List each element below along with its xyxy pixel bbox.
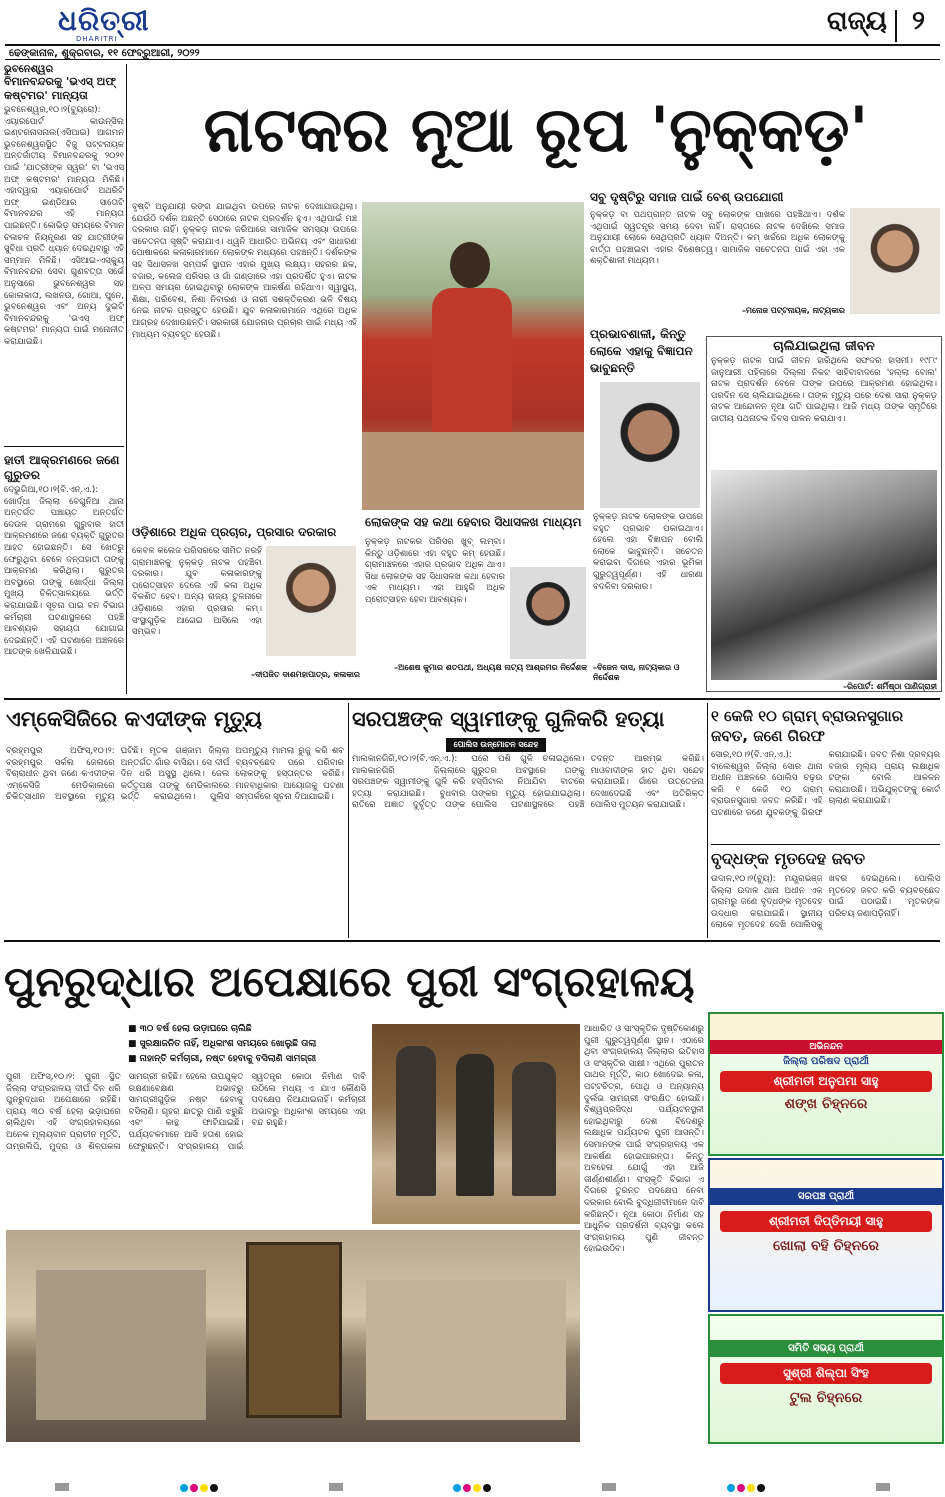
sub5-body: ନୁକ୍କଡ଼ ନାଟକ ପାଇଁ ଜୀବନ ହାରିଥିଲେ ସଫଦର ହାସମୀ। ୧୯୮୯ ଜାନୁଆରୀ ପହିଲାରେ ଦିଲ୍ଲୀ ନିକଟ ସାହିବାବାଦରେ 'ହଲ୍ଲା ବୋଲ' ନାଟକ ପ୍ରଦର୍ଶନ ବେଳେ ତାଙ୍କ ଉପରେ ଆକ୍ରମଣ ହୋଇଥିଲା। ପରଦିନ ସେ ଚାଲିଯାଇଥିଲେ। ତାଙ୍କ ମୃତ୍ୟୁ ପରେ ଦେଶ ସାରା ନୁକ୍କଡ଼ ନାଟକ ଆନ୍ଦୋଳନ ନୂଆ ଗତି ପାଇଥିଲା। ଆଜି ମଧ୍ୟ ତାଙ୍କ ସ୍ମୃତିରେ ଜାତୀୟ ପଥନାଟକ ଦିବସ ପାଳନ କରାଯାଏ। <box>711 356 937 424</box>
display-cabinet <box>246 1242 342 1418</box>
manoj-portrait <box>850 208 940 314</box>
museum-body-left: ପୁରୀ ଅଫିସ୍,୧୦।୨: ପୁରୀ ସ୍ଥିତ ଜିଲ୍ଲା ସଂଗ୍ରହାଳୟ ଦୀର୍ଘ ଦିନ ଧରି ପୁନରୁଦ୍ଧାର ଅପେକ୍ଷାରେ ରହିଛି। ପ୍ରାୟ ୩୦ ବର୍ଷ ହେଲା ଭଡ଼ାଘରେ ଚାଲିଥିବା ଏହି ସଂଗ୍ରହାଳୟରେ ଅନେକ ମୂଲ୍ୟବାନ ପ୍ରାଚୀନ ମୂର୍ତ୍ତି, ତାମ୍ରଲିପି, ମୁଦ୍ରା ଓ ଶିଳ୍ପକଳା ସାମଗ୍ରୀ ରହିଛି। ହେଲେ ଉପଯୁକ୍ତ ରକ୍ଷଣାବେକ୍ଷଣ ଅଭାବରୁ ସାମଗ୍ରୀଗୁଡ଼ିକ ନଷ୍ଟ ହେବାକୁ ବସିଲାଣି। ଗୃହର ଛାତରୁ ପାଣି ଝରୁଛି ଏବଂ କାନ୍ଥ ଫାଟିଯାଇଛି। ପର୍ଯ୍ୟଟକମାନେ ଆସି ହତାଶ ହୋଇ ଫେରୁଛନ୍ତି। ସଂଗ୍ରହାଳୟ ପାଇଁ ସ୍ୱତନ୍ତ୍ର କୋଠା ନିର୍ମାଣ ଦାବି ଉଠିଲେ ମଧ୍ୟ ଏ ଯାଏ କୌଣସି ପଦକ୍ଷେପ ନିଆଯାଇନାହିଁ। କର୍ମଚାରୀ ଅଭାବରୁ ଅଧିକାଂଶ ସମୟରେ ଏହା ବନ୍ଦ ରହୁଛି। <box>6 1072 366 1152</box>
story2-body: ଦେଭୁଗିଆ,୧୦।୨(ବି.ଏନ୍.ଏ.): ଖୋର୍ଦ୍ଧା ଜିଲ୍ଲା ବେଗୁନିଆ ଥାନା ଅନ୍ତର୍ଗତ ପଞ୍ଚାୟତ ଅନ୍ତର୍ଗତ ଦେଉଳ ଗ୍ରାମରେ ଗୁରୁବାର ହାତୀ ଆକ୍ରମଣରେ ଜଣେ ବ୍ୟକ୍ତି ଗୁରୁତର ଆହତ ହୋଇଛନ୍ତି। ସେ ଖେତରୁ ଫେରୁଥିବା ବେଳେ ଦନ୍ତାହାତୀ ତାଙ୍କୁ ଆକ୍ରମଣ କରିଥିଲା। ଗୁରୁତର ଅବସ୍ଥାରେ ତାଙ୍କୁ ଖୋର୍ଦ୍ଧା ଜିଲ୍ଲା ମୁଖ୍ୟ ଚିକିତ୍ସାଳୟରେ ଭର୍ତ୍ତି କରାଯାଇଛି। ସୂଚନା ପାଇ ବନ ବିଭାଗ କର୍ମଚାରୀ ଘଟଣାସ୍ଥଳରେ ପହଞ୍ଚି ଆବଶ୍ୟକ ସହାୟତା ଯୋଗାଇ ଦେଇଛନ୍ତି। ଏହି ଘଟଣାରେ ଅଞ୍ଚଳରେ ଆତଙ୍କ ଖେଳିଯାଇଛି। <box>4 485 124 658</box>
nukkad-performer-photo <box>362 202 584 510</box>
header-divider <box>895 10 897 42</box>
page-number: ୨ <box>912 6 925 36</box>
lead-body: ବୃଷ୍ଟି ଅନୁଯାୟୀ ରଙ୍ଗ ଯାଇଥିବା ଉପରେ ନାଟକ ଦେଖାଯାଉଥିଲା। ଯେଉଁଠି ଦର୍ଶକ ଅଛନ୍ତି ସେଠାରେ ନାଟକ ପ୍ରଦର୍ଶନ ହୁଏ। ଏଥିପାଇଁ ମଞ୍ଚ ଦରକାର ନାହିଁ। ନୁକ୍କଡ଼ ନାଟକ ଜରିଆରେ ସାମାଜିକ ସମସ୍ୟା ଉପରେ ସଚେତନତା ସୃଷ୍ଟି କରାଯାଏ। ଧ୍ୱନି ଆଧାରିତ ଅଭିନୟ ଏବଂ ସାଧାରଣ ପୋଷାକରେ କଳାକାରମାନେ ଲୋକଙ୍କ ମଧ୍ୟରେ ପହଞ୍ଚନ୍ତି। ଦର୍ଶକଙ୍କ ସହ ସିଧାସଳଖ ସମ୍ପର୍କ ସ୍ଥାପନ ଏହାର ମୁଖ୍ୟ ଲକ୍ଷ୍ୟ। ସହରର ଛକ, ବଜାର, କଲେଜ ପରିସର ଓ ଗାଁ ଗଣ୍ଡାରେ ଏହା ପ୍ରଦର୍ଶିତ ହୁଏ। ନାଟକ ଅଳ୍ପ ସମୟର ହୋଇଥିବାରୁ ଲୋକଙ୍କ ଆକର୍ଷଣ ରହିଥାଏ। ସ୍ୱାସ୍ଥ୍ୟ, ଶିକ୍ଷା, ପରିବେଶ, ନିଶା ନିବାରଣ ଓ ନାରୀ ସଶକ୍ତିକରଣ ଭଳି ବିଷୟ ନେଇ ନାଟକ ପ୍ରସ୍ତୁତ ହେଉଛି। ଯୁବ କଳାକାରମାନେ ଏଥିରେ ଅଧିକ ଆଗ୍ରହ ଦେଖାଉଛନ୍ତି। ସରକାରୀ ଯୋଜନାର ପ୍ରଚାର ପାଇଁ ମଧ୍ୟ ଏହି ମାଧ୍ୟମ ବ୍ୟବହୃତ ହେଉଛି। <box>132 202 357 340</box>
row2-s4-body: ଉଦାଳ,୧୦।୨(ବ୍ୟୁ): ମୟୂରଭଞ୍ଜ ଜିଲ୍ଲା ଉଦାଳ ଥାନା ଅଧୀନ ଏକ ଗ୍ରାମରୁ ଜଣେ ବୃଦ୍ଧଙ୍କ ମୃତଦେହ ଉଦ୍ଧାର କରାଯାଇଛି। ସ୍ଥାନୀୟ ଲୋକେ ମୃତଦେହ ଦେଖି ପୋଲିସକୁ ଖବର ଦେଇଥିଲେ। ପୋଲିସ ମୃତଦେହ ଜବତ କରି ବ୍ୟବଚ୍ଛେଦ ପାଇଁ ପଠାଇଛି। ମୃତକଙ୍କ ପରିଚୟ ଜଣାପଡ଼ିନାହିଁ। <box>711 874 940 931</box>
sub1-body: କେବଳ କଲେଜ ପରିସରରେ ସୀମିତ ନରହି ଗ୍ରାମାଞ୍ଚଳକୁ ନୁକ୍କଡ଼ ନାଟକ ପହଞ୍ଚିବା ଦରକାର। ଯୁବ କଳାକାରଙ୍କୁ ପ୍ରୋତ୍ସାହନ ଦେଲେ ଏହି କଳା ଅଧିକ ବିକଶିତ ହେବ। ଅନ୍ୟ ରାଜ୍ୟ ତୁଳନାରେ ଓଡ଼ିଶାରେ ଏହାର ପ୍ରସାର କମ୍। ସଂସ୍ଥାଗୁଡ଼ିକ ଆଗେଇ ଆସିଲେ ଏହା ସମ୍ଭବ। <box>132 546 262 638</box>
row2-s1-headline: ଏମ୍‌କେସିଜିରେ କଏଦୀଙ୍କ ମୃତ୍ୟୁ <box>6 707 262 731</box>
bijen-portrait <box>600 382 700 508</box>
print-registration-strip <box>0 1476 945 1497</box>
logo-subtext: DHARITRI <box>76 35 118 43</box>
section-rule <box>4 940 940 942</box>
dateline: ଢେଙ୍କାନାଳ, ଶୁକ୍ରବାର, ୧୧ ଫେବ୍ରୁଆରୀ, ୨୦୨୨ <box>5 44 940 60</box>
column-rule <box>126 64 127 694</box>
cmyk-dots <box>726 1477 766 1496</box>
sub5-heading: ଚାଲିଯାଇଥିଲା ଜୀବନ <box>773 339 875 354</box>
sub1-heading: ଓଡ଼ିଶାରେ ଅଧିକ ପ୍ରଚାର, ପ୍ରସାର ଦରକାର <box>132 525 337 539</box>
safdar-crowd-photo <box>711 470 937 680</box>
divider <box>4 446 124 447</box>
registration-mark <box>329 1483 343 1491</box>
museum-bullets <box>128 1022 368 1067</box>
statue-1 <box>396 1046 436 1196</box>
lead-headline: ନାଟକର ନୂଆ ରୂପ 'ନୁକ୍କଡ଼' <box>203 93 869 166</box>
sub2-body: ନୁକ୍କଡ଼ ବା ପଥପ୍ରାନ୍ତ ନାଟକ ସବୁ ଲୋକଙ୍କ ପାଖରେ ପହଞ୍ଚିଥାଏ। ଦର୍ଶକ ଏଥିପାଇଁ ସ୍ୱତନ୍ତ୍ର ସମୟ ଦେବା ନାହିଁ। ରାସ୍ତାରେ ନାଟକ ଦେଖିଲେ ସମାଜ ଅନୁଯାୟୀ ଲୋକେ ସେଥିପ୍ରତି ଧ୍ୟାନ ଦିଅନ୍ତି। କମ୍ ଖର୍ଚ୍ଚରେ ଅଧିକ ଲୋକଙ୍କୁ ବାର୍ତ୍ତା ପହଞ୍ଚାଇବା ଏହାର ବିଶେଷତ୍ୱ। ସାମାଜିକ ସଚେତନତା ପାଇଁ ଏହା ଏକ ଶକ୍ତିଶାଳୀ ମାଧ୍ୟମ। <box>590 210 845 267</box>
ad-shilpa <box>708 1314 944 1444</box>
ad-diptimayee <box>708 1158 944 1312</box>
statue-3 <box>512 1062 556 1196</box>
row2-s3-headline: ୧ କେଜି ୧୦ ଗ୍ରାମ୍ ବ୍ରାଉନସୁଗାର ଜବତ, ଜଣେ ଗିରଫ <box>711 707 904 745</box>
masthead-logo <box>58 4 208 43</box>
ad1-symbol: ଶଙ୍ଖ ଚିହ୍ନରେ <box>784 1096 868 1112</box>
section-title: ରାଜ୍ୟ <box>826 6 887 36</box>
statue-2 <box>456 1054 494 1196</box>
sub2-credit: –ମନୋଜ ପଟ୍ଟନାୟକ, ନାଟ୍ୟକାର <box>742 306 845 315</box>
ad3-symbol: ଟୁଲ ଚିହ୍ନରେ <box>789 1390 863 1406</box>
divider <box>711 844 940 845</box>
logo-text: ଧରିତ୍ରୀ <box>58 4 150 37</box>
report-credit: –ରିପୋର୍ଟ: ଶର୍ମିଷ୍ଠା ପାଣିଗ୍ରାହୀ <box>843 682 937 691</box>
sub3-heading: ପ୍ରଭାବଶାଳୀ, କିନ୍ତୁ ଲୋକେ ଏହାକୁ ବିଜ୍ଞାପନ ଭାବୁଛନ୍ତି <box>590 327 693 375</box>
museum-statues-photo <box>372 1024 580 1224</box>
row2-s1-body: ବ୍ରହ୍ମପୁର ଅଫିସ୍,୧୦।୨: ବ୍ରହ୍ମପୁର ସର୍କଲ ଜେଲରେ ବିଚାରାଧୀନ ଥିବା ଜଣେ କଏଦୀଙ୍କ ଏମ୍‌କେସିଜି ମେଡିକାଲରେ ଚିକିତ୍ସାଧୀନ ଅବସ୍ଥାରେ ମୃତ୍ୟୁ ଘଟିଛି। ମୃତକ ଗଞ୍ଜାମ ଜିଲ୍ଲା ଅନ୍ତର୍ଗତ ଗାଁର ବାସିନ୍ଦା। ସେ ଦୀର୍ଘ ଦିନ ଧରି ଅସୁସ୍ଥ ଥିଲେ। ଜେଲ କର୍ତ୍ତୃପକ୍ଷ ତାଙ୍କୁ ମେଡିକାଲରେ ଭର୍ତ୍ତି କରାଇଥିଲେ। ପୁଲିସ ଅପମୃତ୍ୟୁ ମାମଲା ରୁଜୁ କରି ଶବ ବ୍ୟବଚ୍ଛେଦ ପରେ ପରିବାର ଲୋକଙ୍କୁ ହସ୍ତାନ୍ତର କରିଛି। ମାନବାଧିକାର ଆୟୋଗକୁ ଘଟଣା ସମ୍ପର୍କରେ ସୂଚନା ଦିଆଯାଇଛି। <box>6 746 344 803</box>
row2-s2-tag: ପୋଲିସ ଉନ୍ମୋଚନ ସନ୍ଦେହ <box>446 738 546 752</box>
sub4-heading: ଲୋକଙ୍କ ସହ କଥା ହେବାର ସିଧାସଳଖ ମାଧ୍ୟମ <box>365 515 582 529</box>
safdar-box <box>706 336 942 692</box>
performer-head <box>450 242 490 288</box>
ad1-mid: ଜିଲ୍ଲା ପରିଷଦ ପ୍ରାର୍ଥୀ <box>783 1056 869 1067</box>
museum-bullet-1: ■ ୩୦ ବର୍ଷ ହେଲା ଉଡ଼ାଘରେ ଚାଲିଛି <box>128 1024 252 1034</box>
ad1-name: ଶ୍ରୀମତୀ ଅନୁପମା ସାହୁ <box>720 1071 932 1092</box>
story2-headline: ହାତୀ ଆକ୍ରମଣରେ ଜଣେ ଗୁରୁତର <box>4 453 120 482</box>
museum-body-right-a: ଆଧାରିତ ଓ ସାଂସ୍କୃତିକ ଦୃଷ୍ଟିକୋଣରୁ ପୁରୀ ଗୁରୁତ୍ୱପୂର୍ଣ୍ଣ ସ୍ଥାନ। ଏଠାରେ ଥିବା ସଂଗ୍ରହାଳୟ ଜିଲ୍ଲାର ଇତିହାସ ଓ ସଂସ୍କୃତିର ସାକ୍ଷୀ। ଏଥିରେ ପୁରାତନ ପାଥର ମୂର୍ତ୍ତି, କାଠ ଖୋଦେଇ କଳା, ପଟ୍ଟଚିତ୍ର, ପୋଥି ଓ ଅନ୍ୟାନ୍ୟ ଦୁର୍ଲଭ ସାମଗ୍ରୀ ସଂରକ୍ଷିତ ହୋଇଛି। ବିଶ୍ୱପ୍ରସିଦ୍ଧ ପର୍ଯ୍ୟଟନସ୍ଥଳୀ ହୋଇଥିବାରୁ ଦେଶ ବିଦେଶରୁ ଲକ୍ଷାଧିକ ପର୍ଯ୍ୟଟକ ପୁରୀ ଆସନ୍ତି। ସେମାନଙ୍କ ପାଇଁ ସଂଗ୍ରହାଳୟ ଏକ ଆକର୍ଷଣ ହୋଇପାରନ୍ତା। କିନ୍ତୁ ଅବହେଳା ଯୋଗୁଁ ଏହା ଆଜି ଜୀର୍ଣ୍ଣଶୀର୍ଣ୍ଣ। ସଂସ୍କୃତି ବିଭାଗ ଏ ଦିଗରେ ତୁରନ୍ତ ପଦକ୍ଷେପ ନେବା ଦରକାର ବୋଲି ବୁଦ୍ଧିଜୀବୀମାନେ ଦାବି କରିଛନ୍ତି। ନୂଆ କୋଠା ନିର୍ମାଣ ସହ ଆଧୁନିକ ପ୍ରଦର୍ଶନୀ ବ୍ୟବସ୍ଥା କଲେ ସଂଗ୍ରହାଳୟ ପୁଣି ଜୀବନ୍ତ ହୋଇଉଠିବ। <box>584 1024 704 1255</box>
sub2-heading: ସବୁ ଦୃଷ୍ଟିରୁ ସମାଜ ପାଇଁ ବେଶ୍ ଉପଯୋଗୀ <box>590 190 784 204</box>
sub1-credit: –ଦୀପଜିତ ଦାଶମହାପାତ୍ର, କଳାକାର <box>251 670 360 679</box>
registration-mark <box>876 1483 890 1491</box>
ad3-top: ସମିତି ସଭ୍ୟ ପ୍ରାର୍ଥୀ <box>710 1340 942 1357</box>
museum-bullet-3: ■ ନାହାନ୍ତି କର୍ମଚାରୀ, ନଷ୍ଟ ହେବାକୁ ବସିଲାଣି ସାମଗ୍ରୀ <box>128 1054 317 1064</box>
story1-headline: ବିମାନବନ୍ଦରକୁ 'ଭଏସ୍ ଅଫ୍ କଷ୍ଟମର' ମାନ୍ୟତା <box>4 75 116 102</box>
dipajit-portrait <box>266 546 356 656</box>
ad3-name: ସୁଶ୍ରୀ ଶିଲ୍ପା ସିଂହ <box>720 1363 932 1384</box>
cmyk-dots <box>452 1477 492 1496</box>
sub4-body: ନୁକ୍କଡ଼ ନାଟକର ପରିସର ଖୁବ୍ ଲମ୍ବା। କିନ୍ତୁ ଓଡ଼ିଶାରେ ଏହା ବହୁତ କମ୍ ହେଉଛି। ଗ୍ରାମାଞ୍ଚଳରେ ଏହାର ପ୍ରଭାବ ଅଧିକ ଥାଏ। ସିଧା ଲୋକଙ୍କ ସହ ସିଧାସଳଖ କଥା ହେବାର ଏକ ମାଧ୍ୟମ। ଏହା ଆହୁରି ଅଧିକ ପ୍ରୋତ୍ସାହନ ହେବା ଆବଶ୍ୟକ। <box>365 537 505 605</box>
ad2-symbol: ଖୋଲା ବହି ଚିହ୍ନରେ <box>773 1238 879 1254</box>
registration-mark <box>55 1483 69 1491</box>
cmyk-dots <box>179 1477 219 1496</box>
sub3-credit: –ବିଜେନ ଦାସ, ନାଟ୍ୟକାର ଓ ନିର୍ଦ୍ଦେଶକ <box>593 663 680 682</box>
museum-headline: ପୁନରୁଦ୍ଧାର ଅପେକ୍ଷାରେ ପୁରୀ ସଂଗ୍ରହାଳୟ <box>4 957 695 1006</box>
wall-panel <box>366 1280 566 1420</box>
sub4-credit: –ଅଶେଷ କୁମାର ଶତପଥୀ, ଅଧ୍ୟକ୍ଷ ନାଟ୍ୟ ଆଶ୍ରମର ନିର୍ଦ୍ଦେଶକ <box>394 663 587 672</box>
story1-body: ଭୁବନେଶ୍ୱର,୧୦।୨(ବ୍ୟୁରୋ): ଏୟାରପୋର୍ଟ କାଉନ୍ସିଲ ଇଣ୍ଟରନାସନାଲ(ଏସିଆଇ) ଆଗମନ ଭୁବନେଶ୍ୱରସ୍ଥିତ ବିଜୁ ପଟ୍ଟନାୟକ ଅନ୍ତର୍ଜାତୀୟ ବିମାନବନ୍ଦରକୁ ୨୦୨୧ ପାଇଁ 'ଯାତ୍ରୀଙ୍କ ସ୍ୱର' ବା 'ଭଏସ୍ ଅଫ୍ କଷ୍ଟମର' ମାନ୍ୟତା ମିଳିଛି। ଏହାଦ୍ୱାରା ଏୟାରପୋର୍ଟ ଅଥରିଟି ଅଫ୍ ଇଣ୍ଡିଆର ସାତୋଟି ବିମାନବନ୍ଦର ଏହି ମାନ୍ୟତା ପାଇଛନ୍ତି। କୋଭିଡ଼ ସମୟରେ ବିମାନ ଚଳାଚଳ ନିୟନ୍ତ୍ରଣ ସହ ଯାତ୍ରୀଙ୍କ ସୁବିଧା ପ୍ରତି ଧ୍ୟାନ ଦେଇଥିବାରୁ ଏହି ସମ୍ମାନ ମିଳିଛି। ଏସିଆଇ-ଏସ୍‌କ୍ୟୁ ବିମାନବନ୍ଦର ସେବା ଗୁଣବତ୍ତା ସର୍ଭେ ଅନୁସାରେ ଭୁବନେଶ୍ୱର ସହ କୋଲକାତା, ଲଖନଉ, ଗୋଆ, ପୁନେ, ଭୁବନେଶ୍ୱର ଏବଂ ଅନ୍ୟ ଦୁଇଟି ବିମାନବନ୍ଦରକୁ 'ଭଏସ୍ ଅଫ୍ କଷ୍ଟମର' ମାନ୍ୟତା ପାଇଁ ମନୋନୀତ କରାଯାଇଛି। <box>4 105 124 347</box>
left-column <box>4 64 124 694</box>
museum-bullet-2: ■ ସୁରକ୍ଷାଜନିତ ନାହିଁ, ଅଧିକାଂଶ ସମୟରେ ଖୋଲୁଛି ତାଲା <box>128 1039 317 1049</box>
row2-s3-body: ସୋର,୧୦।୨(ବି.ଏନ୍.ଏ.): ବାଲେଶ୍ୱର ଜିଲ୍ଲା ସୋର ଥାନା ଅଧୀନ ଅଞ୍ଚଳରେ ପୋଲିସ ଚଢ଼ଉ କରି ୧ କେଜି ୧୦ ଗ୍ରାମ୍ ବ୍ରାଉନସୁଗାର ଜବତ କରିଛି। ଏହି ଘଟଣାରେ ଜଣେ ଯୁବକଙ୍କୁ ଗିରଫ କରାଯାଇଛି। ଜବତ ନିଶା ଦ୍ରବ୍ୟର ବଜାର ମୂଲ୍ୟ ପ୍ରାୟ ଲକ୍ଷାଧିକ ଟଙ୍କା ବୋଲି ଆକଳନ କରାଯାଉଛି। ଅଭିଯୁକ୍ତଙ୍କୁ କୋର୍ଟ ଚାଲାଣ କରାଯାଇଛି। <box>711 750 940 818</box>
row2-s4-headline: ବୃଦ୍ଧଙ୍କ ମୃତଦେହ ଜବତ <box>711 849 866 868</box>
story1-kicker: ଭୁବନେଶ୍ୱର <box>4 64 54 75</box>
registration-mark <box>602 1483 616 1491</box>
ad1-top: ଅଭିନନ୍ଦନ <box>710 1040 942 1054</box>
stone-sculptures <box>36 1270 206 1420</box>
ashesh-portrait <box>510 567 586 659</box>
section-rule <box>4 698 940 700</box>
ground <box>362 432 584 510</box>
museum-interior-photo <box>6 1230 580 1442</box>
row2-s2-headline: ସରପଞ୍ଚଙ୍କ ସ୍ୱାମୀଙ୍କୁ ଗୁଳିକରି ହତ୍ୟା <box>352 707 665 731</box>
ad-anupama <box>708 1012 944 1156</box>
ad-portraits-row <box>710 1014 942 1040</box>
row2-s2-body: ମାଲକାନଗିରି,୧୦।୨(ବି.ଏନ୍.ଏ.): ମାଲକାନଗିରି ଜିଲ୍ଲାରେ ସରପଞ୍ଚଙ୍କ ସ୍ୱାମୀଙ୍କୁ ଗୁଳି କରି ହତ୍ୟା କରାଯାଇଛି। ବୁଧବାର ରାତିରେ ଅଜ୍ଞାତ ଦୁର୍ବୃତ୍ତ ତାଙ୍କ ଘରେ ପଶି ଗୁଳି ଚଳାଇଥିଲେ। ଗୁରୁତର ଅବସ୍ଥାରେ ତାଙ୍କୁ ହସ୍ପିଟାଲ ନିଆଯିବା ବାଟରେ ତାଙ୍କର ମୃତ୍ୟୁ ହୋଇଯାଇଥିଲା। ପୋଲିସ ଘଟଣାସ୍ଥଳରେ ପହଞ୍ଚି ତଦନ୍ତ ଆରମ୍ଭ କରିଛି। ମାଓବାଦୀଙ୍କ ହାତ ଥିବା ସନ୍ଦେହ କରାଯାଉଛି। ଗାଁରେ ଉତ୍ତେଜନା ଦେଖାଦେଇଛି ଏବଂ ଅତିରିକ୍ତ ପୋଲିସ ମୁତୟନ କରାଯାଇଛି। <box>352 754 704 811</box>
ad2-top: ସରପଞ୍ଚ ପ୍ରାର୍ଥୀ <box>710 1188 942 1205</box>
ad2-name: ଶ୍ରୀମତୀ ଦିପ୍ତିମୟୀ ସାହୁ <box>720 1211 932 1232</box>
column-rule <box>707 703 708 938</box>
column-rule <box>348 703 349 938</box>
sub3-body: ନୁକ୍କଡ଼ ନାଟକ ଲୋକଙ୍କ ଉପରେ ବହୁତ ପ୍ରଭାବ ପକାଇଥାଏ। ହେଲେ ଏହା ବିଜ୍ଞାପନ ବୋଲି ଲୋକେ ଭାବୁଛନ୍ତି। ସଚେତନ କରାଇବା ଦିଗରେ ଏହାର ଭୂମିକା ଗୁରୁତ୍ୱପୂର୍ଣ୍ଣ। ଏହି ଧାରଣା ବଦଳିବା ଦରକାର। <box>593 512 703 592</box>
